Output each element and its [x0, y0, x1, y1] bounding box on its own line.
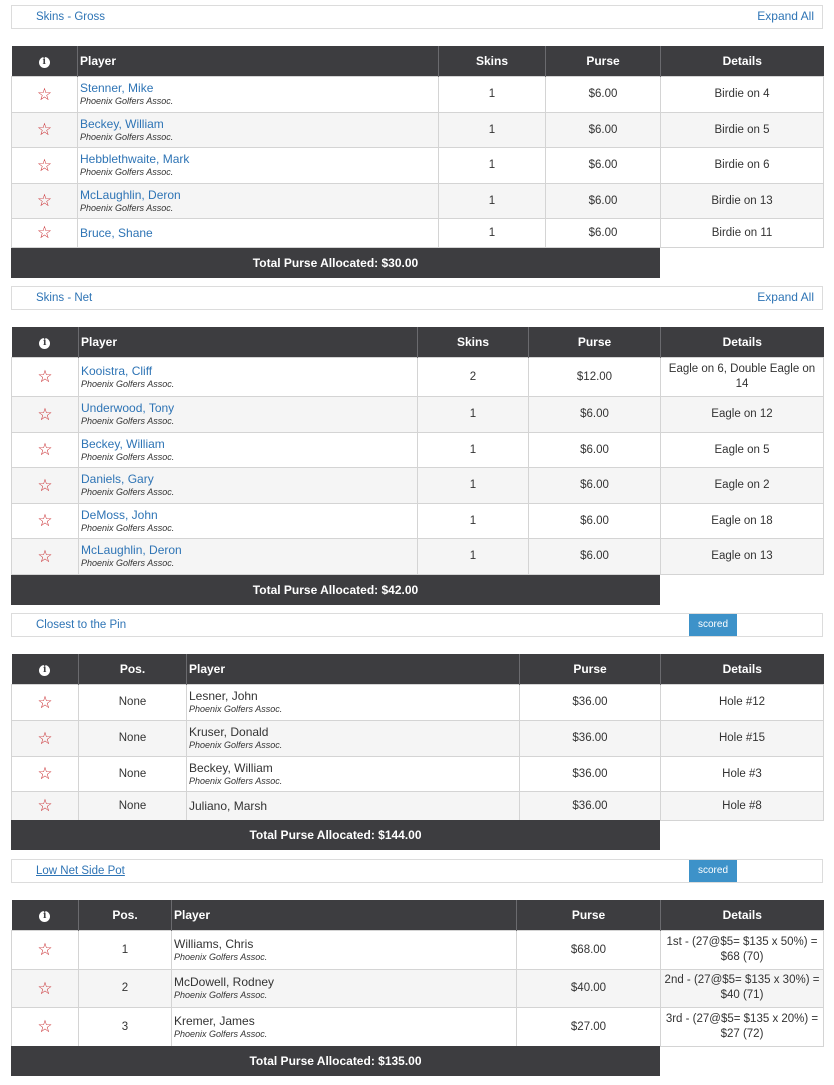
table-row — [12, 969, 824, 1007]
purse-cell: $6.00 — [546, 183, 661, 218]
player-association: Phoenix Golfers Assoc. — [80, 167, 174, 177]
player-header[interactable]: Player — [79, 327, 418, 357]
player-association: Phoenix Golfers Assoc. — [189, 740, 283, 750]
player-header[interactable]: Player — [187, 654, 520, 684]
scored-badge: scored — [689, 614, 737, 636]
skins-cell: 1 — [439, 76, 546, 112]
player-association: Phoenix Golfers Assoc. — [174, 1028, 268, 1039]
table-row — [12, 538, 824, 574]
purse-cell: $68.00 — [517, 930, 661, 969]
player-name: Kremer, James — [174, 1013, 255, 1028]
info-header — [12, 327, 79, 357]
skins-cell: 1 — [418, 432, 529, 467]
purse-cell: $6.00 — [529, 467, 661, 503]
low-net-total: Total Purse Allocated: $135.00 — [11, 1046, 660, 1076]
skins-cell: 1 — [418, 503, 529, 538]
info-header — [12, 900, 79, 930]
pos-cell: None — [79, 720, 187, 756]
table-row — [12, 112, 824, 147]
table-row — [12, 357, 824, 396]
skins-net-title[interactable]: Skins - Net — [36, 292, 93, 304]
details-cell: Eagle on 2 — [661, 467, 824, 503]
player-name-link[interactable]: Bruce, Shane — [80, 225, 153, 240]
details-cell: Birdie on 4 — [661, 76, 824, 112]
player-name-link[interactable]: McLaughlin, Deron — [81, 543, 182, 557]
details-cell: Eagle on 5 — [661, 432, 824, 467]
purse-cell: $36.00 — [520, 791, 661, 820]
star-outline-icon[interactable]: ☆ — [37, 440, 53, 459]
purse-cell: $36.00 — [520, 756, 661, 791]
player-association: Phoenix Golfers Assoc. — [81, 451, 175, 462]
star-outline-icon[interactable]: ☆ — [37, 367, 53, 386]
details-cell: Eagle on 13 — [661, 538, 824, 574]
purse-cell: $12.00 — [529, 357, 661, 396]
pos-cell: None — [79, 791, 187, 820]
player-association: Phoenix Golfers Assoc. — [174, 951, 268, 962]
skins-net-expand-all[interactable]: Expand All — [757, 290, 814, 304]
star-outline-icon[interactable]: ☆ — [36, 155, 53, 175]
table-row — [12, 684, 824, 720]
table-row — [12, 503, 824, 538]
player-header[interactable]: Player — [78, 46, 439, 76]
details-cell: Hole #3 — [661, 756, 824, 791]
details-cell: Eagle on 6, Double Eagle on 14 — [668, 362, 816, 390]
purse-header[interactable]: Purse — [520, 654, 661, 684]
ctp-panel — [11, 613, 823, 637]
purse-header[interactable]: Purse — [529, 327, 661, 357]
purse-cell: $6.00 — [546, 112, 661, 147]
details-cell: Birdie on 5 — [661, 112, 824, 147]
table-row — [12, 930, 824, 969]
low-net-table — [11, 900, 824, 1047]
info-header — [12, 654, 79, 684]
scored-badge: scored — [689, 860, 737, 882]
star-outline-icon[interactable]: ☆ — [37, 728, 53, 748]
table-row — [12, 720, 824, 756]
star-outline-icon[interactable]: ☆ — [37, 475, 53, 495]
skins-net-panel — [11, 286, 823, 310]
player-name-link[interactable]: Underwood, Tony — [81, 401, 175, 415]
table-row — [12, 183, 824, 218]
details-header: Details — [661, 654, 824, 684]
skins-cell: 1 — [418, 467, 529, 503]
details-cell: Eagle on 12 — [661, 396, 824, 432]
info-circle-icon[interactable]: i — [39, 665, 50, 676]
pos-cell: 1 — [79, 930, 172, 969]
star-outline-icon[interactable]: ☆ — [37, 764, 53, 783]
star-outline-icon[interactable]: ☆ — [37, 511, 53, 530]
player-association: Phoenix Golfers Assoc. — [80, 131, 174, 142]
info-header — [12, 46, 78, 76]
star-outline-icon[interactable]: ☆ — [36, 191, 53, 210]
pos-header[interactable]: Pos. — [79, 900, 172, 930]
skins-cell: 1 — [439, 147, 546, 183]
details-cell: Birdie on 11 — [661, 218, 824, 247]
details-cell: Hole #15 — [661, 720, 824, 756]
player-association: Phoenix Golfers Assoc. — [189, 775, 283, 786]
pos-header[interactable]: Pos. — [79, 654, 187, 684]
details-cell: Hole #8 — [661, 791, 824, 820]
skins-net-total: Total Purse Allocated: $42.00 — [11, 575, 660, 605]
player-association: Phoenix Golfers Assoc. — [81, 487, 175, 497]
player-name-link[interactable]: McLaughlin, Deron — [80, 187, 181, 202]
purse-cell: $6.00 — [529, 396, 661, 432]
purse-cell: $6.00 — [529, 538, 661, 574]
table-row — [12, 791, 824, 820]
table-row — [12, 218, 824, 247]
skins-header[interactable]: Skins — [439, 46, 546, 76]
table-row — [12, 147, 824, 183]
player-association: Phoenix Golfers Assoc. — [80, 96, 174, 106]
star-outline-icon[interactable]: ☆ — [37, 404, 53, 424]
info-circle-icon[interactable]: i — [39, 338, 50, 349]
low-net-panel — [11, 859, 823, 883]
star-outline-icon[interactable]: ☆ — [36, 120, 53, 139]
player-name: Juliano, Marsh — [189, 798, 268, 813]
skins-cell: 1 — [439, 183, 546, 218]
player-association: Phoenix Golfers Assoc. — [80, 202, 174, 213]
ctp-table — [11, 654, 824, 821]
pos-cell: 3 — [79, 1007, 172, 1046]
purse-cell: $36.00 — [520, 684, 661, 720]
star-outline-icon[interactable]: ☆ — [37, 1017, 53, 1036]
player-name-link[interactable]: Hebblethwaite, Mark — [80, 152, 190, 166]
table-row — [12, 432, 824, 467]
player-name-link[interactable]: Kooistra, Cliff — [81, 363, 153, 378]
low-net-title[interactable]: Low Net Side Pot — [36, 865, 125, 877]
table-row — [12, 467, 824, 503]
player-header[interactable]: Player — [172, 900, 517, 930]
player-name: Williams, Chris — [174, 936, 254, 951]
player-name-link[interactable]: Beckey, William — [81, 436, 165, 451]
skins-gross-table — [11, 46, 824, 248]
player-association: Phoenix Golfers Assoc. — [81, 416, 175, 426]
player-name-link[interactable]: Stenner, Mike — [80, 81, 154, 95]
ctp-total: Total Purse Allocated: $144.00 — [11, 820, 660, 850]
details-cell: Birdie on 6 — [661, 147, 824, 183]
skins-cell: 1 — [418, 538, 529, 574]
ctp-title[interactable]: Closest to the Pin — [36, 619, 127, 631]
purse-header[interactable]: Purse — [546, 46, 661, 76]
pos-cell: None — [79, 684, 187, 720]
player-name-link[interactable]: Daniels, Gary — [81, 472, 154, 486]
skins-gross-title[interactable]: Skins - Gross — [36, 11, 106, 23]
purse-cell: $6.00 — [529, 432, 661, 467]
star-outline-icon[interactable]: ☆ — [37, 978, 53, 998]
purse-cell: $6.00 — [529, 503, 661, 538]
details-cell: 2nd - (27@$5= $135 x 30%) = $40 (71) — [664, 974, 820, 1001]
player-association: Phoenix Golfers Assoc. — [81, 522, 175, 533]
details-cell: Birdie on 13 — [661, 183, 824, 218]
skins-net-table — [11, 327, 824, 575]
purse-header[interactable]: Purse — [517, 900, 661, 930]
player-association: Phoenix Golfers Assoc. — [81, 558, 175, 568]
skins-gross-expand-all[interactable]: Expand All — [757, 9, 814, 23]
purse-cell: $36.00 — [520, 720, 661, 756]
player-name: McDowell, Rodney — [174, 975, 275, 989]
star-outline-icon[interactable]: ☆ — [37, 940, 53, 959]
details-cell: 3rd - (27@$5= $135 x 20%) = $27 (72) — [665, 1012, 819, 1040]
skins-cell: 1 — [439, 112, 546, 147]
skins-gross-panel — [11, 5, 823, 29]
table-row — [12, 76, 824, 112]
player-name: Beckey, William — [189, 760, 273, 775]
table-row — [12, 756, 824, 791]
skins-header[interactable]: Skins — [418, 327, 529, 357]
info-circle-icon[interactable]: i — [39, 57, 50, 68]
purse-cell: $27.00 — [517, 1007, 661, 1046]
table-row — [12, 1007, 824, 1046]
skins-cell: 1 — [439, 218, 546, 247]
purse-cell: $40.00 — [517, 969, 661, 1007]
purse-cell: $6.00 — [546, 76, 661, 112]
player-association: Phoenix Golfers Assoc. — [174, 990, 268, 1000]
skins-gross-total: Total Purse Allocated: $30.00 — [11, 248, 660, 278]
player-name: Kruser, Donald — [189, 725, 269, 739]
details-header: Details — [661, 900, 824, 930]
purse-cell: $6.00 — [546, 218, 661, 247]
star-outline-icon[interactable]: ☆ — [36, 223, 53, 242]
star-outline-icon[interactable]: ☆ — [36, 84, 53, 104]
player-name-link[interactable]: DeMoss, John — [81, 507, 158, 522]
player-association: Phoenix Golfers Assoc. — [189, 704, 283, 714]
pos-cell: None — [79, 756, 187, 791]
star-outline-icon[interactable]: ☆ — [37, 796, 53, 815]
details-cell: Hole #12 — [661, 684, 824, 720]
details-cell: Eagle on 18 — [661, 503, 824, 538]
player-association: Phoenix Golfers Assoc. — [81, 378, 175, 389]
details-cell: 1st - (27@$5= $135 x 50%) = $68 (70) — [666, 935, 818, 963]
pos-cell: 2 — [79, 969, 172, 1007]
details-header: Details — [661, 327, 824, 357]
skins-cell: 2 — [418, 357, 529, 396]
info-circle-icon[interactable]: i — [39, 911, 50, 922]
purse-cell: $6.00 — [546, 147, 661, 183]
player-name-link[interactable]: Beckey, William — [80, 116, 164, 131]
star-outline-icon[interactable]: ☆ — [37, 692, 53, 712]
skins-cell: 1 — [418, 396, 529, 432]
star-outline-icon[interactable]: ☆ — [37, 546, 53, 566]
details-header: Details — [661, 46, 824, 76]
table-row — [12, 396, 824, 432]
player-name: Lesner, John — [189, 689, 258, 703]
